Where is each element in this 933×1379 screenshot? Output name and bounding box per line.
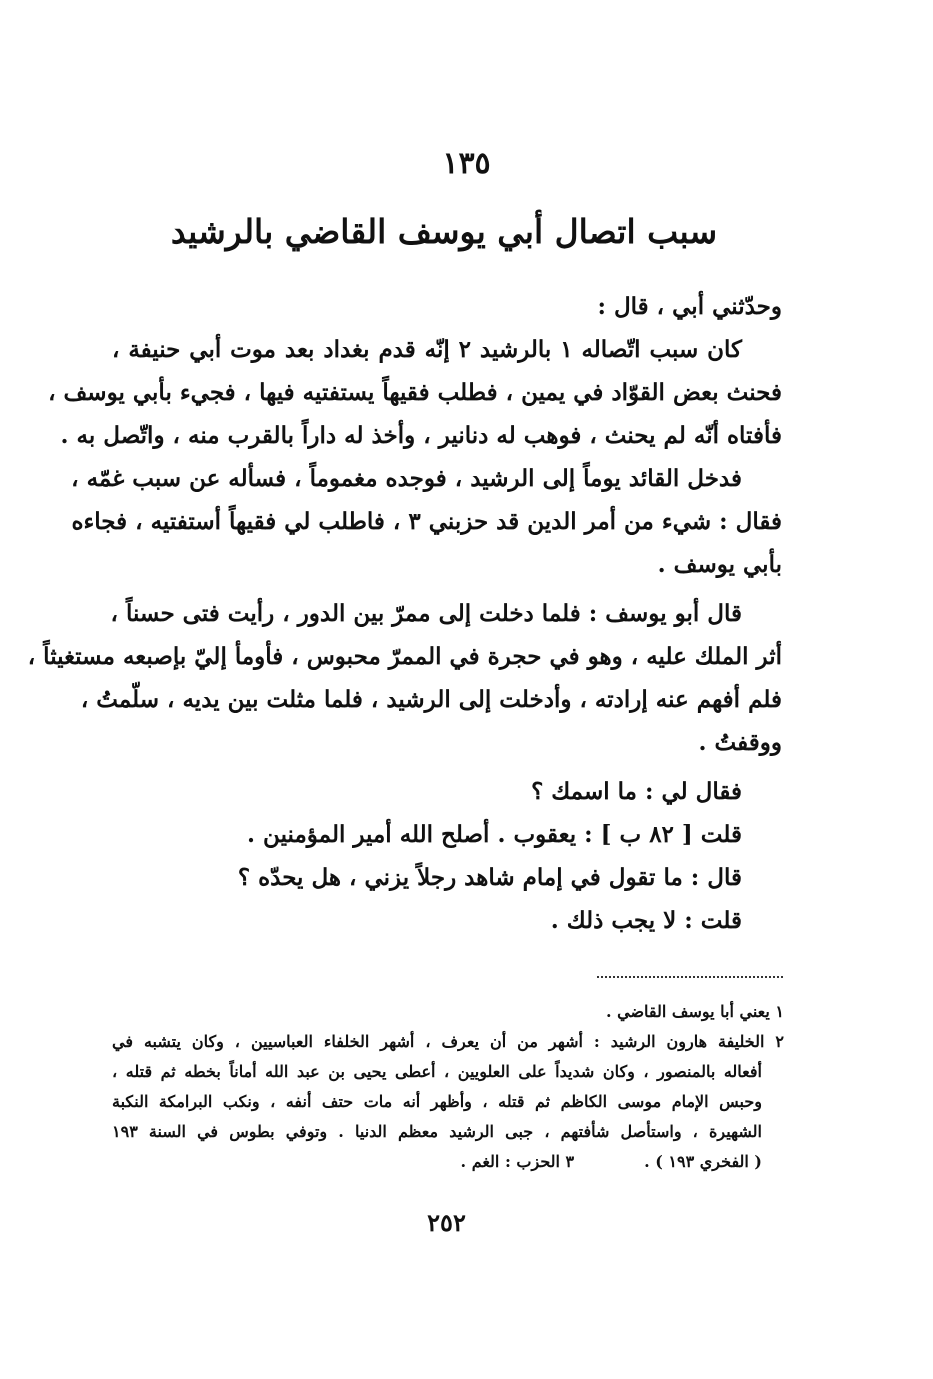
paragraph-2-line: فدخل القائد يوماً إلى الرشيد ، فوجده مغموماً ، فسأله عن سبب غمّه ، xyxy=(71,465,742,492)
dialogue-line: قال : ما تقول في إمام شاهد رجلاً يزني ، هل يحدّه ؟ xyxy=(237,864,742,891)
paragraph-2-line: فقال : شيء من أمر الدين قد حزبني ٣ ، فاطلب لي فقيهاً أستفتيه ، فجاءه xyxy=(71,508,782,535)
dialogue xyxy=(112,770,782,942)
footnote-2-line: ٢ الخليفة هارون الرشيد : أشهر من أن يعرف ، أشهر الخلفاء العباسيين ، وكان يتشبه في xyxy=(112,1032,784,1051)
dialogue-line: فقال لي : ما اسمك ؟ xyxy=(531,778,742,805)
page-number: ٢٥٢ xyxy=(427,1208,466,1237)
paragraph-1-line: فحنث بعض القوّاد في يمين ، فطلب فقيهاً يستفتيه فيها ، فجيء بأبي يوسف ، xyxy=(48,379,782,406)
body-text xyxy=(27,285,782,942)
footnote-2-line: وحبس الإمام موسى الكاظم ثم قتله ، وأظهر أنه مات حتف أنفه ، ونكب البرامكة النكبة xyxy=(112,1092,763,1111)
paragraph-1-line: كان سبب اتّصاله ١ بالرشيد ٢ إنّه قدم بغداد بعد موت أبي حنيفة ، xyxy=(112,336,742,363)
paragraph-3-line: أثر الملك عليه ، وهو في حجرة في الممرّ محبوس ، فأومأ إليّ بإصبعه مستغيثاً ، xyxy=(27,643,782,670)
footnote-2-line: الشهيرة ، واستأصل شأفتهم ، جبى الرشيد معظم الدنيا . وتوفي بطوس في السنة ١٩٣ xyxy=(112,1122,762,1141)
footnote-3: ٣ الحزب : الغم . xyxy=(460,1152,575,1171)
paragraph-3-line: فلم أفهم عنه إرادته ، وأدخلت إلى الرشيد ، فلما مثلت بين يديه ، سلّمتُ ، xyxy=(80,686,782,713)
section-title: سبب اتصال أبي يوسف القاضي بالرشيد xyxy=(170,212,718,251)
paragraph-3-line: قال أبو يوسف : فلما دخلت إلى ممرّ بين الدور ، رأيت فتى حسناً ، xyxy=(110,600,742,627)
paragraph-1-line: فأفتاه أنّه لم يحنث ، فوهب له دنانير ، وأخذ له داراً بالقرب منه ، واتّصل به . xyxy=(60,422,782,449)
footnote-1: ١ يعني أبا يوسف القاضي . xyxy=(605,1002,784,1021)
paragraph-2-line: بأبي يوسف . xyxy=(657,551,782,578)
footnotes xyxy=(112,997,784,1177)
paragraph-3-line: ووقفتُ . xyxy=(698,729,782,756)
footnote-divider xyxy=(597,976,783,978)
footnote-last-line xyxy=(112,1147,784,1177)
dialogue-line: قلت : لا يجب ذلك . xyxy=(550,907,742,934)
section-number: ١٣٥ xyxy=(442,146,491,181)
dialogue-line: قلت [ ٨٢ ب ] : يعقوب . أصلح الله أمير المؤمنين . xyxy=(247,821,742,848)
footnote-2-end: ( الفخري ١٩٣ ) . xyxy=(644,1152,762,1171)
intro-line: وحدّثني أبي ، قال : xyxy=(597,293,782,320)
footnote-2-line: أفعاله بالمنصور ، وكان شديداً على العلويين ، أعطى يحيى بن عبد الله أماناً بخطه ثم قتله ، xyxy=(112,1062,762,1081)
